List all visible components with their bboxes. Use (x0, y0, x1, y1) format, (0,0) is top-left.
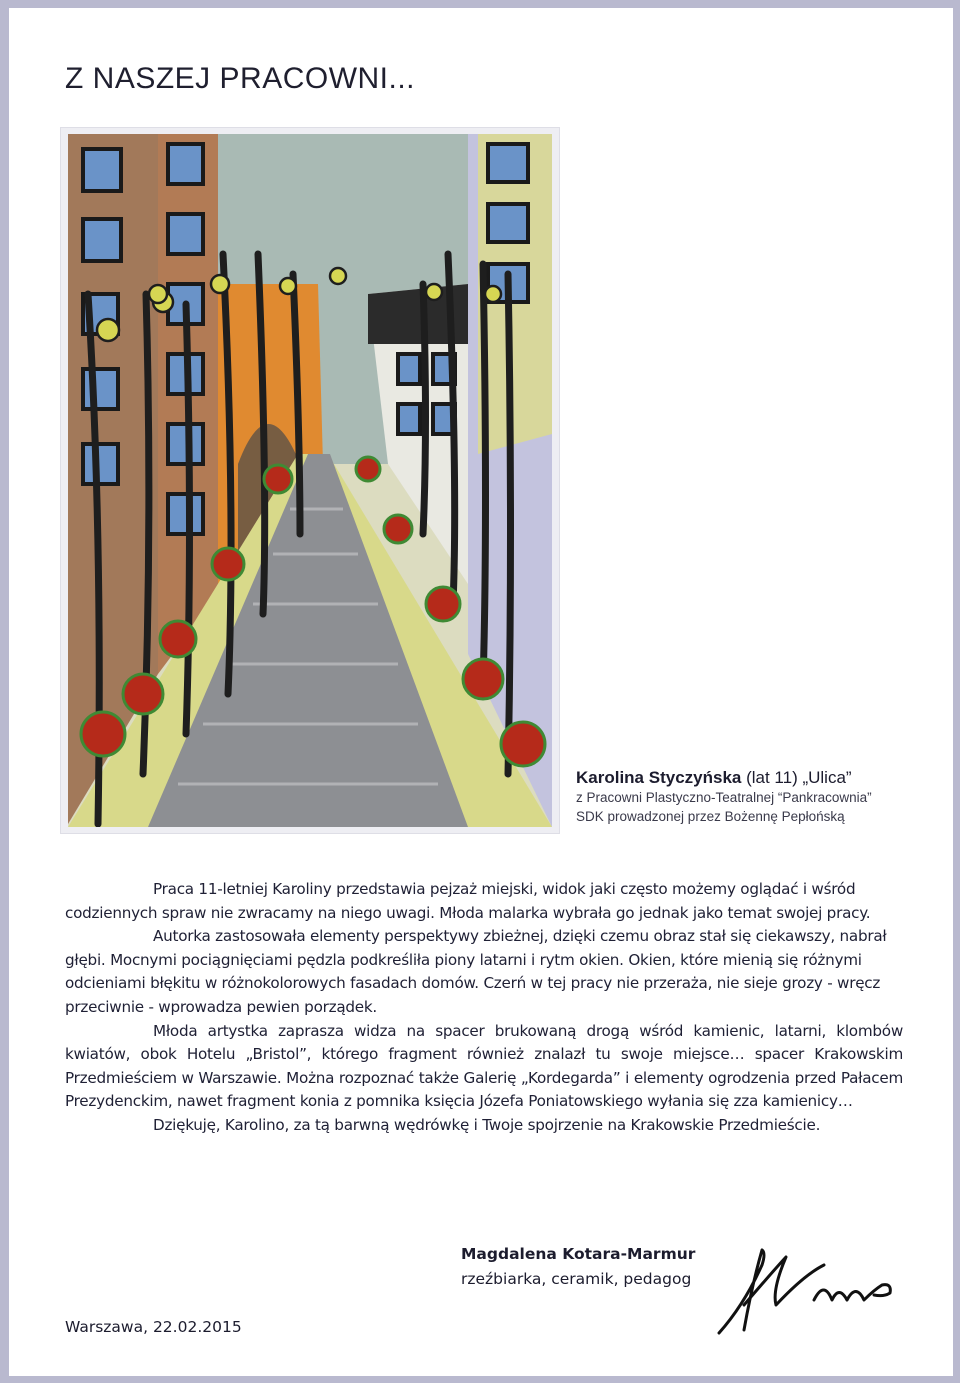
paragraph-3: Młoda artystka zaprasza widza na spacer brukowaną drogą wśród kamienic, latarni, klombów kwiatów, obok Hotelu „Bristol”, którego fragment również znalazł tu swoje miejsce… spacer Krakowskim Przedmieściem w Warszawie. Można rozpoznać także Galerię „Kordegarda” i elementy ogrodzenia przed Pałacem Prezydenckim, nawet fragment konia z pomnika księcia Józefa Poniatowskiego wyłania się zza kamienicy… (65, 1021, 903, 1111)
caption-teacher: SDK prowadzonej przez Bożennę Pepłońską (576, 809, 845, 824)
author-role: rzeźbiarka, ceramik, pedagog (461, 1270, 692, 1288)
page-title: Z NASZEJ PRACOWNI... (65, 62, 416, 95)
article-body (65, 878, 903, 1138)
paragraph-4: Dziękuję, Karolino, za tą barwną wędrówkę i Twoje spojrzenie na Krakowskie Przedmieście. (153, 1115, 821, 1134)
artwork-title: (lat 11) „Ulica” (741, 768, 852, 787)
author-name: Magdalena Kotara-Marmur (461, 1245, 696, 1263)
artwork-caption (576, 768, 936, 826)
artist-name: Karolina Styczyńska (576, 768, 742, 787)
handwritten-signature (714, 1245, 904, 1340)
author-block (461, 1242, 695, 1292)
document-page (9, 8, 953, 1376)
painting-frame (60, 127, 560, 834)
date-line: Warszawa, 22.02.2015 (65, 1318, 242, 1336)
street-painting (68, 134, 552, 827)
paragraph-1: Praca 11-letniej Karoliny przedstawia pejzaż miejski, widok jaki często możemy oglądać i wśród codziennych spraw nie zwracamy na niego uwagi. Młoda malarka wybrała go jednak jako temat swojej pracy. (65, 880, 871, 922)
caption-studio: z Pracowni Plastyczno-Teatralnej “Pankracownia” (576, 790, 872, 805)
paragraph-2: Autorka zastosowała elementy perspektywy zbieżnej, dzięki czemu obraz stał się ciekawszy, nabrał głębi. Mocnymi pociągnięciami pędzla podkreśliła piony latarni i rytm okien. Okien, które mienią się różnymi odcieniami błękitu w różnokolorowych fasadach domów. Czerń w tej pracy nie przeraża, nie sieje grozy - wręcz przeciwnie - wprowadza pewien porządek. (65, 927, 887, 1016)
caption-title-line (576, 768, 936, 788)
